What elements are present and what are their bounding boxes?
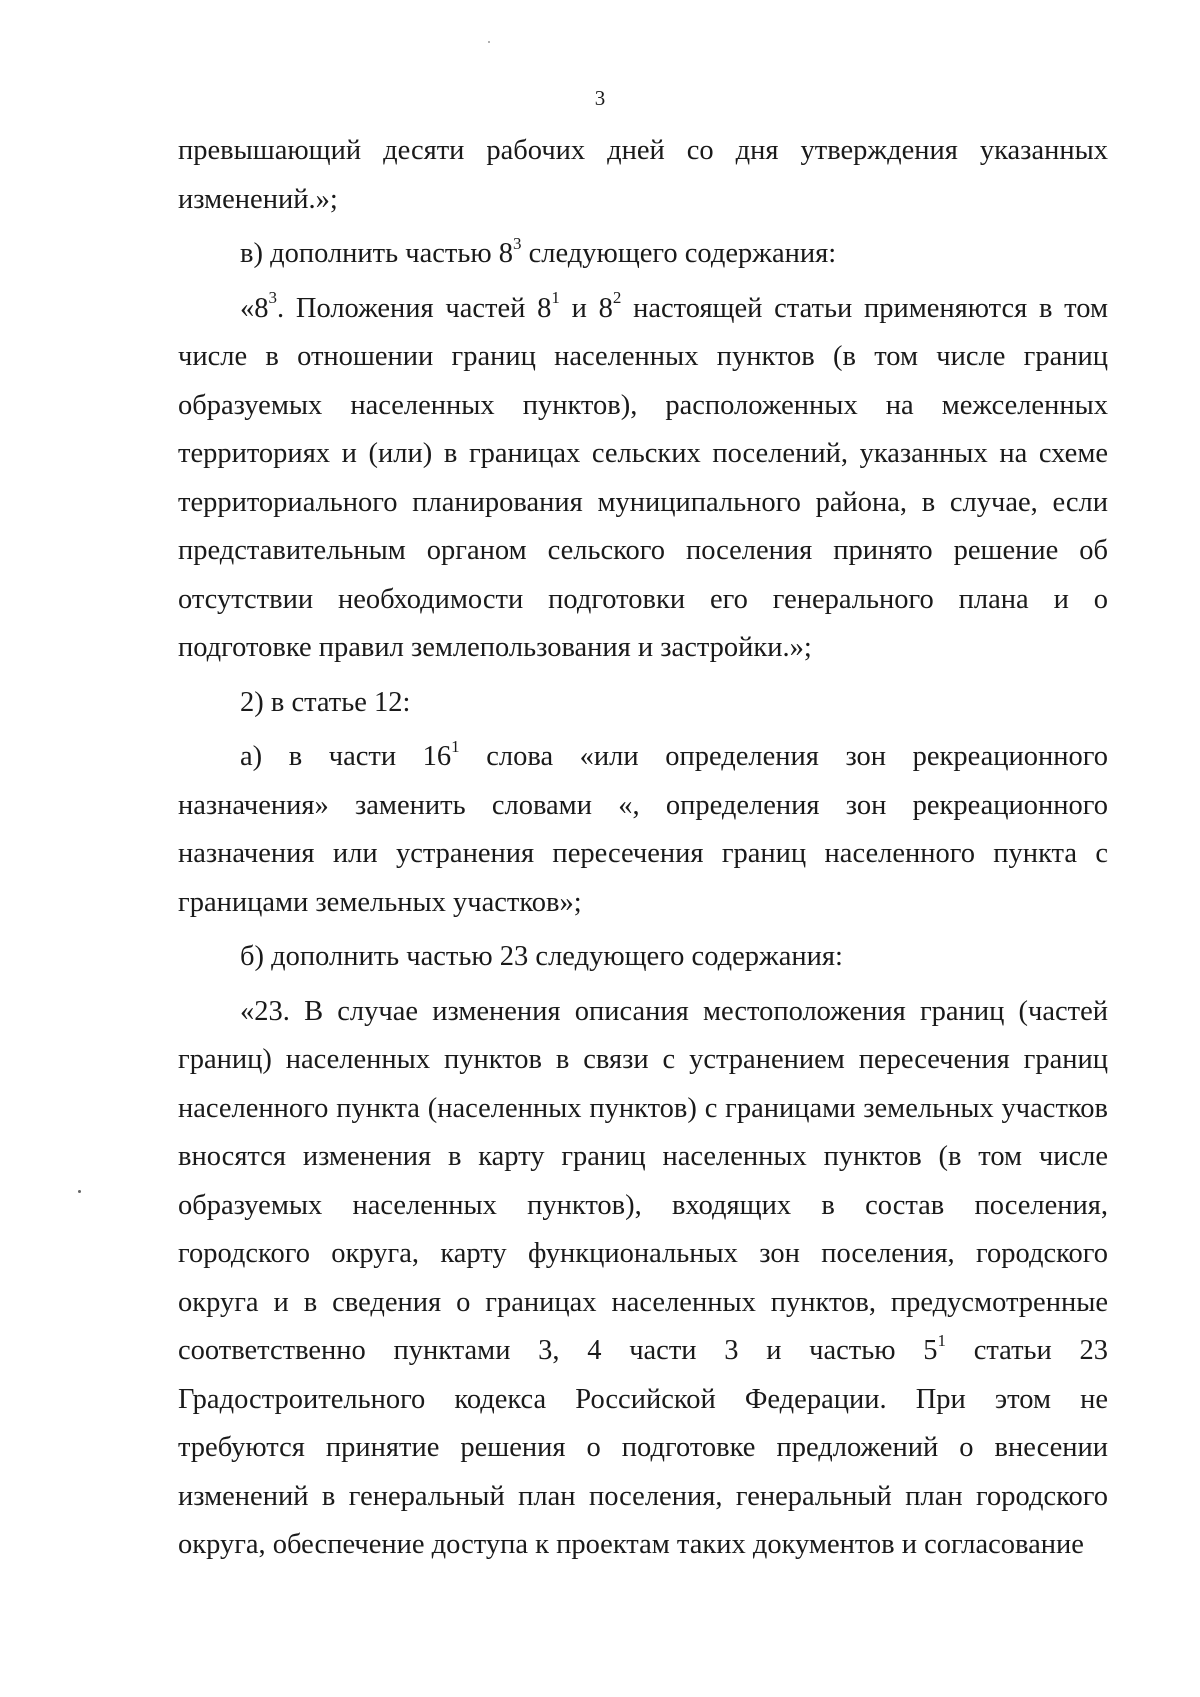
text-run: и 8: [559, 292, 613, 324]
paragraph: [178, 127, 1108, 224]
scan-speck: [488, 41, 490, 43]
text-run: слова «или определения зон рекреационного назначения» заменить словами «, определения зон рекреационного назначения или устранения пересечения границ населенного пункта с границами земельных участков»;: [178, 741, 1109, 918]
scan-speck: [78, 1190, 81, 1193]
paragraph: [178, 285, 1108, 673]
text-run: а) в части 16: [240, 741, 452, 772]
text-run: 2) в статье 12:: [240, 686, 411, 718]
text-run: следующего содержания:: [521, 238, 837, 269]
superscript: 2: [612, 288, 622, 307]
text-run: б) дополнить частью 23 следующего содержания:: [240, 941, 843, 972]
text-run: в) дополнить частью 8: [240, 238, 514, 269]
paragraph: [178, 933, 1108, 982]
text-run: «23. В случае изменения описания местоположения границ (частей границ) населенных пунктов в связи с устранением пересечения границ населенного пункта (населенных пунктов) с границами земельных участков вносятся изменения в карту границ населенных пунктов (в том числе образуемых населенных пунктов), входящих в состав поселения, городского округа, карту функциональных зон поселения, городского округа и в сведения о границах населенных пунктов, предусмотренные соответственно пунктами 3, 4 части 3 и частью 5: [178, 995, 1108, 1366]
superscript: 1: [937, 1330, 947, 1350]
superscript: 1: [451, 736, 460, 756]
text-run: превышающий десяти рабочих дней со дня утверждения указанных изменений.»;: [178, 135, 1108, 215]
page-number: 3: [594, 86, 606, 110]
superscript: 3: [513, 233, 522, 253]
text-run: статьи 23 Градостроительного кодекса Российской Федерации. При этом не требуются принятие решения о подготовке предложений о внесении изменений в генеральный план поселения, генеральный план городского округа, обеспечение доступа к проектам таких документов и согласование: [178, 1335, 1109, 1560]
paragraph: [178, 733, 1108, 927]
superscript: 1: [551, 288, 560, 307]
text-run: «8: [240, 292, 269, 324]
paragraph: [178, 988, 1108, 1570]
text-run: . Положения частей 8: [277, 292, 552, 324]
body-text: [178, 127, 1108, 1570]
text-run: настоящей статьи применяются в том числе в отношении границ населенных пунктов (в том числе границ образуемых населенных пунктов), расположенных на межселенных территориях и (или) в границах сельских поселений, указанных на схеме территориального планирования муниципального района, в случае, если представительным органом сельского поселения принято решение об отсутствии необходимости подготовки его генерального плана и о подготовке правил землепользования и застройки.»;: [178, 292, 1108, 663]
superscript: 3: [268, 288, 277, 307]
paragraph: [178, 230, 1108, 279]
paragraph: [178, 679, 1108, 728]
